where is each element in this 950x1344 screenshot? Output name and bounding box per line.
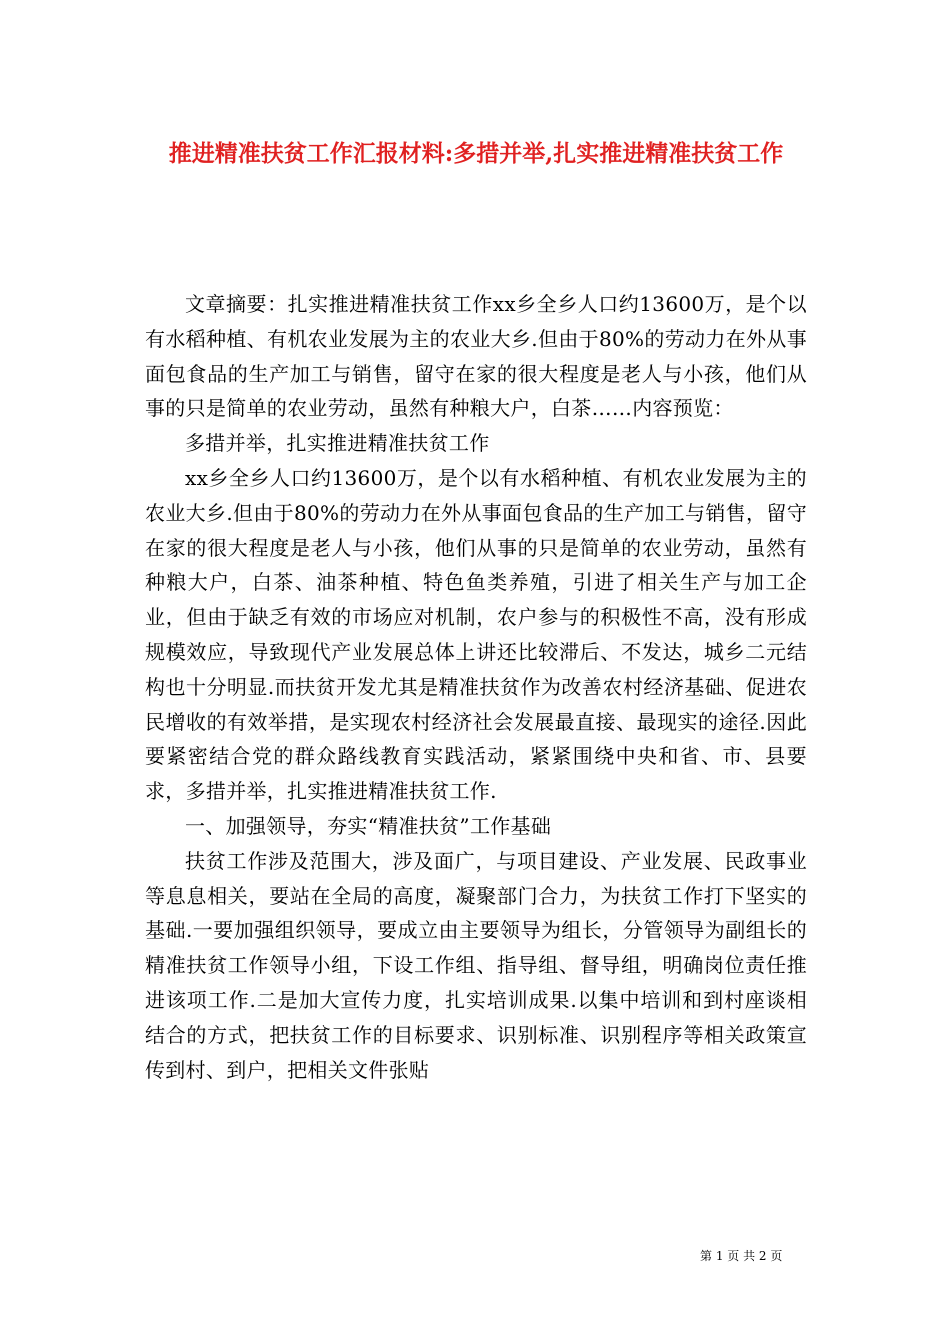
abstract-paragraph: 文章摘要：扎实推进精准扶贫工作xx乡全乡人口约13600万，是个以有水稻种植、有机农业发展为主的农业大乡.但由于80%的劳动力在外从事面包食品的生产加工与销售，留守在家的很大程度是老人与小孩，他们从事的只是简单的农业劳动，虽然有种粮大户，白茶……内容预览： [145, 292, 807, 421]
section-heading-1: 一、加强领导，夯实“精准扶贫”工作基础 [185, 813, 552, 838]
document-title: 推进精准扶贫工作汇报材料:多措并举,扎实推进精准扶贫工作 [168, 140, 784, 167]
subtitle-paragraph: 多措并举，扎实推进精准扶贫工作 [185, 431, 490, 456]
page-number-footer: 第 1 页 共 2 页 [700, 1249, 783, 1263]
document-body [145, 287, 807, 1087]
intro-paragraph: xx乡全乡人口约13600万，是个以有水稻种植、有机农业发展为主的农业大乡.但由于80%的劳动力在外从事面包食品的生产加工与销售，留守在家的很大程度是老人与小孩，他们从事的只是简单的农业劳动，虽然有种粮大户，白茶、油茶种植、特色鱼类养殖，引进了相关生产与加工企业，但由于缺乏有效的市场应对机制，农户参与的积极性不高，没有形成规模效应，导致现代产业发展总体上讲还比较滞后、不发达，城乡二元结构也十分明显.而扶贫开发尤其是精准扶贫作为改善农村经济基础、促进农民增收的有效举措，是实现农村经济社会发展最直接、最现实的途径.因此要紧密结合党的群众路线教育实践活动，紧紧围绕中央和省、市、县要求，多措并举，扎实推进精准扶贫工作. [145, 465, 807, 804]
section-1-paragraph: 扶贫工作涉及范围大，涉及面广，与项目建设、产业发展、民政事业等息息相关，要站在全局的高度，凝聚部门合力，为扶贫工作打下坚实的基础.一要加强组织领导，要成立由主要领导为组长，分管领导为副组长的精准扶贫工作领导小组，下设工作组、指导组、督导组，明确岗位责任推进该项工作.二是加大宣传力度，扎实培训成果.以集中培训和到村座谈相结合的方式，把扶贫工作的目标要求、识别标准、识别程序等相关政策宣传到村、到户，把相关文件张贴 [145, 848, 807, 1082]
